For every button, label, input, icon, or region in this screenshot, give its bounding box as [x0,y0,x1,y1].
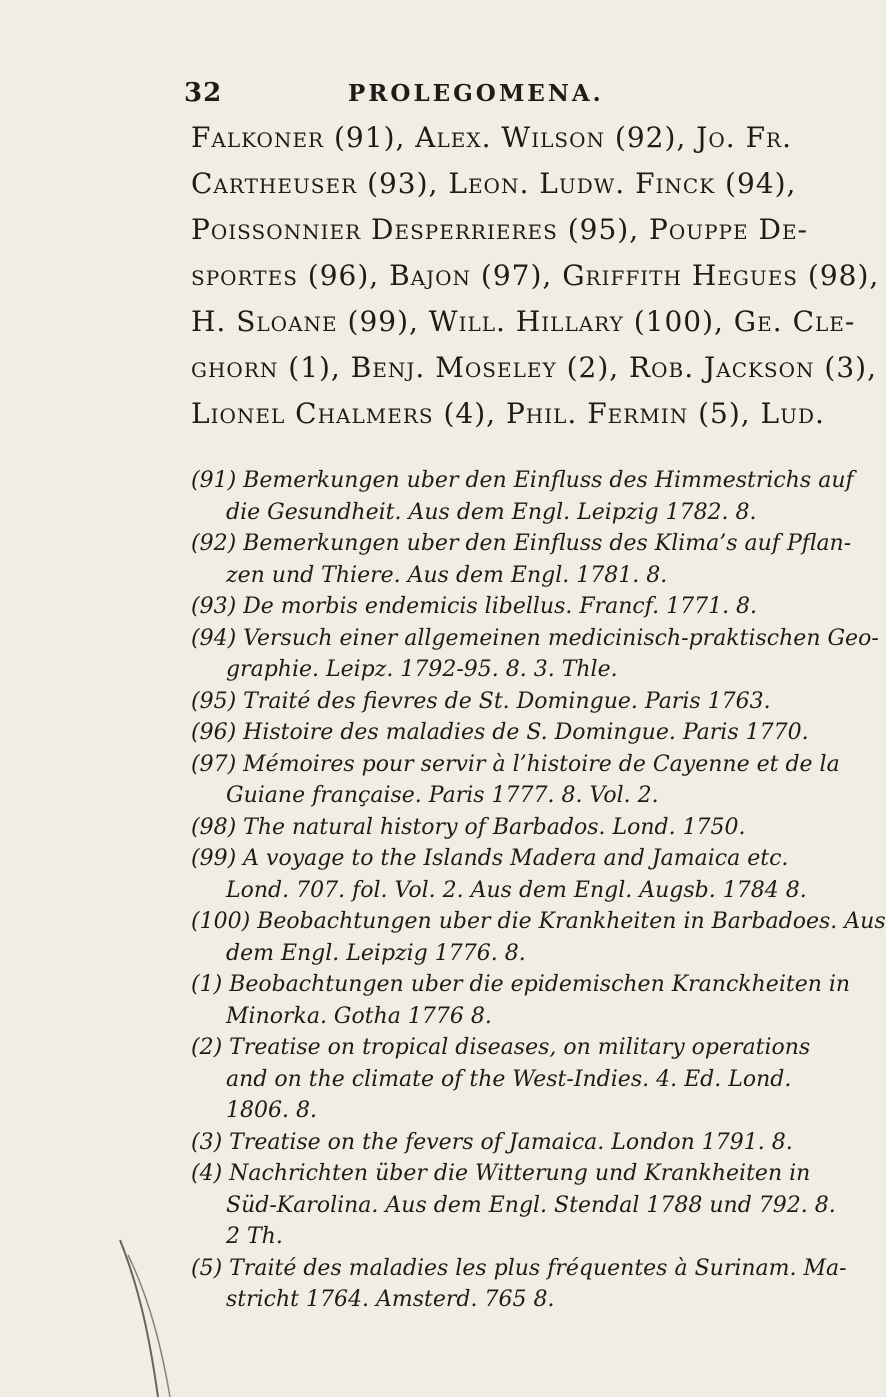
footnote-line: (94) Versuch einer allgemeinen medicinisch-praktischen Geo- [191,625,879,651]
footnote-92 [191,528,852,591]
footnote-line: (5) Traité des maladies les plus fréquentes à Surinam. Ma- [191,1255,847,1281]
footnote-line: Lond. 707. fol. Vol. 2. Aus dem Engl. Augsb. 1784 8. [226,877,807,903]
footnote-93 [191,591,791,623]
main-text-line: Poissonnier Desperrieres (95), Pouppe De- [191,213,809,246]
footnote-line: graphie. Leipz. 1792-95. 8. 3. Thle. [226,657,618,682]
footnote-5 [191,1253,847,1316]
footnote-line: (1) Beobachtungen uber die epidemischen Kranckheiten in [191,972,851,997]
footnote-line: 1806. 8. [226,1098,317,1123]
footnote-line: (2) Treatise on tropical diseases, on military operations [191,1035,811,1060]
footnote-line: die Gesundheit. Aus dem Engl. Leipzig 1782. 8. [226,499,757,525]
footnote-line: (96) Histoire des maladies de S. Domingue. Paris 1770. [191,720,809,745]
footnote-100 [191,906,886,969]
footnote-line: (3) Treatise on the fevers of Jamaica. London 1791. 8. [191,1129,793,1155]
footnote-line: Süd-Karolina. Aus dem Engl. Stendal 1788 und 792. 8. [226,1192,836,1218]
footnote-99 [191,843,807,906]
footnote-line: (99) A voyage to the Islands Madera and Jamaica etc. [191,846,789,871]
footnote-line: stricht 1764. Amsterd. 765 8. [226,1287,555,1312]
main-text-line: ghorn (1), Benj. Moseley (2), Rob. Jackson (3), [191,351,877,384]
main-text-line: Cartheuser (93), Leon. Ludw. Finck (94), [191,167,797,200]
footnote-line: (92) Bemerkungen uber den Einfluss des Klima’s auf Pflan- [191,531,852,556]
footnote-4 [191,1158,836,1253]
footnote-98 [191,812,791,844]
footnote-line: 2 Th. [226,1224,283,1249]
main-text-line: H. Sloane (99), Will. Hillary (100), Ge. Cle- [191,305,856,338]
footnote-line: (93) De morbis endemicis libellus. Francf. 1771. 8. [191,594,758,619]
page-number: 32 [184,78,223,108]
main-text-line: Lionel Chalmers (4), Phil. Fermin (5), Lud. [191,397,825,430]
main-paragraph [191,115,880,437]
footnote-line: (4) Nachrichten über die Witterung und Krankheiten in [191,1161,811,1186]
footnote-line: Minorka. Gotha 1776 8. [226,1003,492,1029]
main-text-line: Falkoner (91), Alex. Wilson (92), Jo. Fr. [191,121,792,154]
footnote-1 [191,969,851,1032]
footnote-line: zen und Thiere. Aus dem Engl. 1781. 8. [226,562,668,588]
main-text-line: sportes (96), Bajon (97), Griffith Hegues (98), [191,259,880,292]
footnotes [191,465,886,1316]
footnote-96 [191,717,809,749]
footnote-line: (97) Mémoires pour servir à l’histoire de Cayenne et de la [191,751,840,777]
footnote-line: dem Engl. Leipzig 1776. 8. [226,940,526,966]
running-title: PROLEGOMENA. [348,80,604,107]
footnote-line: (95) Traité des fievres de St. Domingue. Paris 1763. [191,688,771,714]
footnote-3 [191,1127,791,1159]
footnote-line: Guiane française. Paris 1777. 8. Vol. 2. [226,783,659,808]
footnote-2 [191,1032,811,1127]
footnote-line: and on the climate of the West-Indies. 4. Ed. Lond. [226,1066,792,1092]
footnote-91 [191,465,854,528]
footnote-94 [191,623,879,686]
page-header [184,78,744,110]
footnote-line: (100) Beobachtungen uber die Krankheiten in Barbadoes. Aus [191,909,886,934]
footnote-97 [191,749,840,812]
footnote-line: (98) The natural history of Barbados. Lond. 1750. [191,814,746,840]
footnote-95 [191,686,791,718]
footnote-line: (91) Bemerkungen uber den Einfluss des Himmestrichs auf [191,468,854,493]
